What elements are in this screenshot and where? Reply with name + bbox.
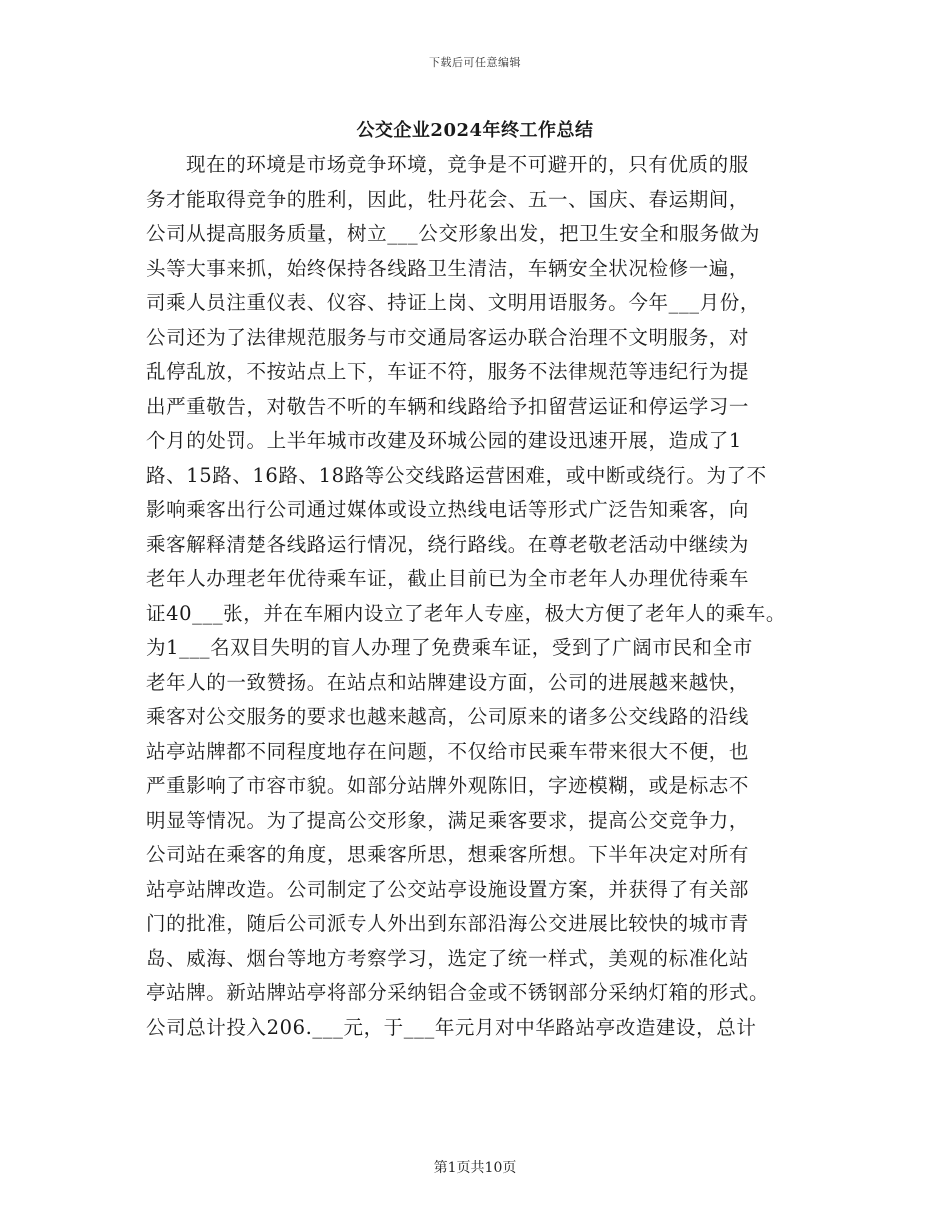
document-body <box>146 148 846 1045</box>
body-line: 公司站在乘客的角度，思乘客所思，想乘客所想。下半年决定对所有 <box>146 843 750 866</box>
body-line: 门的批准，随后公司派专人外出到东部沿海公交进展比较快的城市青 <box>146 912 750 935</box>
body-line: 现在的环境是市场竞争环境，竞争是不可避开的，只有优质的服 <box>186 153 749 176</box>
body-line: 老年人的一致赞扬。在站点和站牌建设方面，公司的进展越来越快， <box>146 670 750 694</box>
body-line: 严重影响了市容市貌。如部分站牌外观陈旧，字迹模糊，或是标志不 <box>146 774 750 797</box>
body-line: 公司还为了法律规范服务与市交通局客运办联合治理不文明服务，对 <box>146 325 750 349</box>
page-header: 下载后可任意编辑 <box>429 56 521 69</box>
body-line: 亭站牌。新站牌站亭将部分采纳铝合金或不锈钢部分采纳灯箱的形式。 <box>146 981 770 1004</box>
body-line: 为1___名双目失明的盲人办理了免费乘车证，受到了广阔市民和全市 <box>146 636 753 659</box>
body-line: 乱停乱放，不按站点上下，车证不符，服务不法律规范等违纪行为提 <box>146 360 750 383</box>
page-footer: 第1页共10页 <box>433 1160 517 1176</box>
body-line: 站亭站牌都不同程度地存在问题，不仅给市民乘车带来很大不便，也 <box>146 739 750 763</box>
body-line: 司乘人员注重仪表、仪容、持证上岗、文明用语服务。今年___月份， <box>146 291 760 314</box>
body-line: 影响乘客出行公司通过媒体或设立热线电话等形式广泛告知乘客，向 <box>146 498 750 521</box>
body-line: 公司总计投入206.___元，于___年元月对中华路站亭改造建设，总计 <box>146 1015 757 1039</box>
document-title: 公交企业2024年终工作总结 <box>356 120 594 141</box>
body-line: 出严重敬告，对敬告不听的车辆和线路给予扣留营运证和停运学习一 <box>146 394 750 418</box>
body-line: 路、15路、16路、18路等公交线路运营困难，或中断或绕行。为了不 <box>146 463 767 487</box>
body-line: 乘客对公交服务的要求也越来越高，公司原来的诸多公交线路的沿线 <box>146 705 750 728</box>
body-line: 公司从提高服务质量，树立___公交形象出发，把卫生安全和服务做为 <box>146 222 760 245</box>
body-line: 个月的处罚。上半年城市改建及环城公园的建设迅速开展，造成了1 <box>146 429 742 452</box>
body-line: 乘客解释清楚各线路运行情况，绕行路线。在尊老敬老活动中继续为 <box>146 532 750 556</box>
body-line: 岛、威海、烟台等地方考察学习，选定了统一样式，美观的标准化站 <box>146 946 750 970</box>
body-line: 头等大事来抓，始终保持各线路卫生清洁，车辆安全状况检修一遍， <box>146 256 750 280</box>
body-line: 明显等情况。为了提高公交形象，满足乘客要求，提高公交竞争力， <box>146 808 750 832</box>
body-line: 老年人办理老年优待乘车证，截止目前已为全市老年人办理优待乘车 <box>146 567 750 590</box>
body-line: 站亭站牌改造。公司制定了公交站亭设施设置方案，并获得了有关部 <box>146 877 750 901</box>
body-line: 证40___张，并在车厢内设立了老年人专座，极大方便了老年人的乘车。 <box>146 601 786 625</box>
body-line: 务才能取得竞争的胜利，因此，牡丹花会、五一、国庆、春运期间， <box>146 187 750 211</box>
